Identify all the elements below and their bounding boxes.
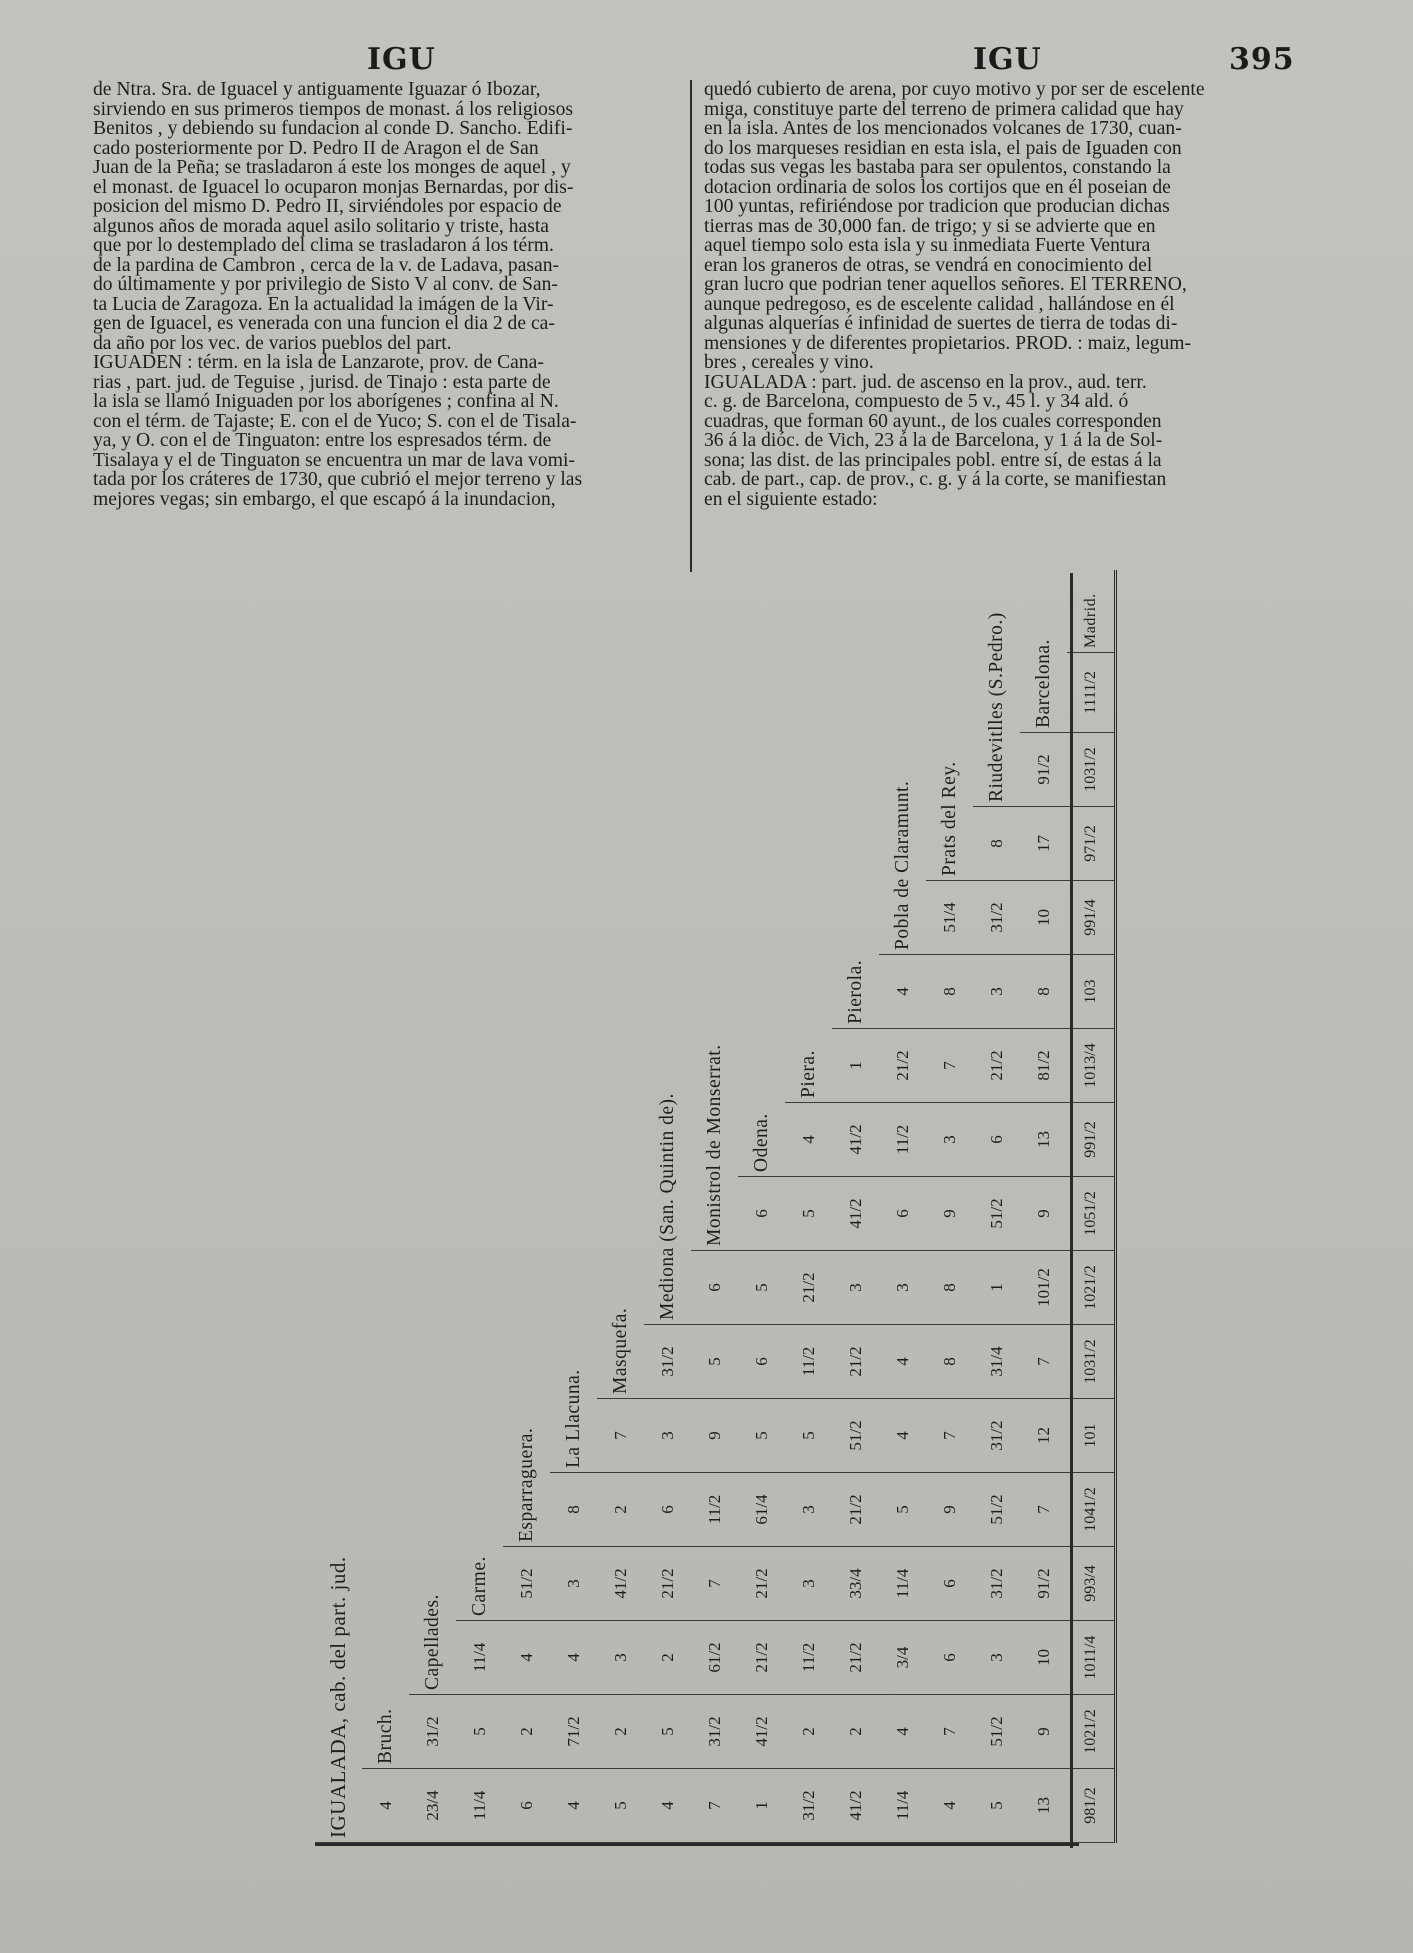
distance-cell: 5 (785, 1399, 832, 1473)
distance-table-rotated (315, 573, 1099, 1843)
distance-cell: 61/2 (691, 1621, 738, 1695)
town-label: Carme. (456, 570, 503, 1620)
table-row (738, 570, 785, 1842)
distance-cell: 5 (973, 1769, 1020, 1843)
town-label: Prats del Rey. (926, 570, 973, 880)
town-label: Barcelona. (1020, 570, 1067, 732)
town-label: Madrid. (1067, 570, 1116, 652)
distance-cell: 3 (879, 1251, 926, 1325)
distance-cell: 31/2 (973, 1547, 1020, 1621)
distance-cell: 41/2 (832, 1177, 879, 1251)
table-row (409, 570, 456, 1842)
table-row (1020, 570, 1067, 1842)
distance-cell: 3 (926, 1103, 973, 1177)
entry-iguaden-continued: quedó cubierto de arena, por cuyo motivo y por ser de escelente miga, constituye parte del terreno de primera calidad que hay en la isla. Antes de los mencionados volcanes de 1730, cuan- do los marqueses residian en esta isla, el pais de Iguaden con todas sus vegas les bastaba para ser opulentos, constando la dotacion ordinaria de solos los cortijos que en él poseian de 100 yuntas, refiriéndose por tradicion que producian dichas tierras mas de 30,000 fan. de trigo; y si se advierte que en aquel tiempo solo esta isla y su inmediata Fuerte Ventura eran los graneros de otras, se vendrá en conocimiento del gran lucro que podrian tener aquellos señores. El TERRENO, aunque pedregoso, es de escelente calidad , hallándose en él algunas alquerías é infinidad de suertes de tierra de todas di- mensiones y de diferentes propietarios. PROD. : maiz, legum- bres , cereales y vino. (704, 79, 1205, 373)
left-text-column (93, 80, 680, 509)
distance-cell: 1031/2 (1067, 1325, 1116, 1399)
entry-iguaden: IGUADEN : térm. en la isla de Lanzarote, prov. de Cana- rias , part. jud. de Teguise , jurisd. de Tinajo : esta parte de la isla se llamó Iniguaden por los aborígenes ; confina al N. con el térm. de Tajaste; E. con el de Yuco; S. con el de Tisala- ya, y O. con el de Tinguaton: entre los espresados térm. de Tisalaya y el de Tinguaton se encuentra un mar de lava vomi- tada por los cráteres de 1730, que cubrió el mejor terreno y las mejores vegas; sin embargo, el que escapó á la inundacion, (93, 352, 583, 510)
running-head-right: IGU (973, 42, 1042, 77)
distance-cell: 4 (362, 1769, 409, 1843)
distance-cell: 21/2 (879, 1029, 926, 1103)
distance-cell: 9 (1020, 1177, 1067, 1251)
distance-cell: 1031/2 (1067, 733, 1116, 807)
distance-cell: 31/2 (691, 1695, 738, 1769)
table-row (456, 570, 503, 1842)
distance-cell: 4 (503, 1621, 550, 1695)
table-row (832, 570, 879, 1842)
distance-cell: 3 (550, 1547, 597, 1621)
distance-cell: 5 (738, 1251, 785, 1325)
table-row (879, 570, 926, 1842)
distance-cell: 7 (691, 1547, 738, 1621)
distance-cell: 993/4 (1067, 1547, 1116, 1621)
distance-cell: 1 (832, 1029, 879, 1103)
distance-cell: 101/2 (1020, 1251, 1067, 1325)
distance-cell: 1111/2 (1067, 653, 1116, 733)
distance-cell: 4 (644, 1769, 691, 1843)
distance-cell: 3 (785, 1547, 832, 1621)
distance-cell: 31/2 (409, 1695, 456, 1769)
distance-cell: 33/4 (832, 1547, 879, 1621)
distance-cell: 991/4 (1067, 881, 1116, 955)
distance-cell: 51/2 (973, 1473, 1020, 1547)
table-row (550, 570, 597, 1842)
table-row (503, 570, 550, 1842)
distance-cell: 1021/2 (1067, 1251, 1116, 1325)
distance-cell: 9 (1020, 1695, 1067, 1769)
distance-cell: 1041/2 (1067, 1473, 1116, 1547)
distance-cell: 21/2 (738, 1547, 785, 1621)
distance-cell: 1011/4 (1067, 1621, 1116, 1695)
distance-cell: 11/4 (879, 1547, 926, 1621)
distance-cell: 6 (926, 1547, 973, 1621)
distance-cell: 11/4 (456, 1769, 503, 1843)
distance-cell: 91/2 (1020, 733, 1067, 807)
town-label: Capellades. (409, 570, 456, 1694)
distance-cell: 6 (738, 1177, 785, 1251)
distance-cell: 12 (1020, 1399, 1067, 1473)
distance-cell: 3 (644, 1399, 691, 1473)
distance-cell: 3 (785, 1473, 832, 1547)
distance-cell: 1 (738, 1769, 785, 1843)
distance-cell: 4 (926, 1769, 973, 1843)
distance-cell: 11/2 (785, 1621, 832, 1695)
distance-cell: 31/2 (644, 1325, 691, 1399)
distance-cell: 1021/2 (1067, 1695, 1116, 1769)
table-right-rule (1070, 573, 1073, 1848)
page-number: 395 (1229, 42, 1295, 77)
distance-cell: 5 (879, 1473, 926, 1547)
distance-cell: 5 (456, 1695, 503, 1769)
distance-cell: 51/2 (973, 1177, 1020, 1251)
distance-cell: 5 (785, 1177, 832, 1251)
distance-cell: 971/2 (1067, 807, 1116, 881)
distance-cell: 5 (738, 1399, 785, 1473)
distance-cell: 103 (1067, 955, 1116, 1029)
distance-cell: 6 (973, 1103, 1020, 1177)
distance-cell: 51/2 (503, 1547, 550, 1621)
distance-cell: 21/2 (973, 1029, 1020, 1103)
distance-cell: 4 (879, 1399, 926, 1473)
distance-cell: 3 (973, 1621, 1020, 1695)
town-label: Masquefa. (597, 570, 644, 1398)
distance-cell: 51/4 (926, 881, 973, 955)
table-row (315, 570, 362, 1842)
distance-cell: 6 (879, 1177, 926, 1251)
distance-cell: 81/2 (1020, 1029, 1067, 1103)
distance-cell: 3 (597, 1621, 644, 1695)
distance-cell: 991/2 (1067, 1103, 1116, 1177)
table-row (691, 570, 738, 1842)
table-row (1067, 570, 1116, 1842)
distance-cell: 41/2 (832, 1103, 879, 1177)
table-row (644, 570, 691, 1842)
distance-cell: 13 (1020, 1103, 1067, 1177)
distance-cell: 8 (926, 1325, 973, 1399)
distance-cell: 4 (879, 1695, 926, 1769)
distance-cell: 3/4 (879, 1621, 926, 1695)
distance-cell: 31/2 (785, 1769, 832, 1843)
distance-cell: 9 (926, 1473, 973, 1547)
distance-cell: 3 (973, 955, 1020, 1029)
distance-cell: 91/2 (1020, 1547, 1067, 1621)
distance-cell: 5 (597, 1769, 644, 1843)
distance-cell: 21/2 (832, 1621, 879, 1695)
distance-cell: 41/2 (597, 1547, 644, 1621)
distance-cell: 1051/2 (1067, 1177, 1116, 1251)
distance-cell: 6 (738, 1325, 785, 1399)
table-bottom-rule (315, 1843, 1079, 1846)
distance-cell: 4 (879, 955, 926, 1029)
town-label: La Llacuna. (550, 570, 597, 1472)
town-label: Monistrol de Monserrat. (691, 570, 738, 1250)
distance-cell: 11/4 (879, 1769, 926, 1843)
distance-cell: 5 (644, 1695, 691, 1769)
distance-cell: 4 (550, 1621, 597, 1695)
distance-cell: 1013/4 (1067, 1029, 1116, 1103)
distance-cell: 8 (1020, 955, 1067, 1029)
town-label: Odena. (738, 570, 785, 1176)
town-label: Bruch. (362, 570, 409, 1768)
distance-cell: 13 (1020, 1769, 1067, 1843)
distance-cell: 7 (1020, 1473, 1067, 1547)
distance-cell: 6 (503, 1769, 550, 1843)
distance-cell: 5 (691, 1325, 738, 1399)
table-row (362, 570, 409, 1842)
distance-cell: 11/2 (785, 1325, 832, 1399)
distance-cell: 7 (926, 1029, 973, 1103)
distance-cell: 11/2 (879, 1103, 926, 1177)
distance-table (315, 570, 1117, 1843)
distance-cell: 4 (550, 1769, 597, 1843)
town-label: Mediona (San. Quintin de). (644, 570, 691, 1324)
distance-cell: 2 (597, 1473, 644, 1547)
distance-cell: 21/2 (785, 1251, 832, 1325)
distance-cell: 4 (879, 1325, 926, 1399)
distance-cell: 21/2 (832, 1473, 879, 1547)
distance-cell: 21/2 (832, 1325, 879, 1399)
distance-cell: 71/2 (550, 1695, 597, 1769)
distance-cell: 6 (644, 1473, 691, 1547)
table-row (785, 570, 832, 1842)
distance-cell: 9 (926, 1177, 973, 1251)
right-text-column (704, 80, 1297, 509)
town-label: Pobla de Claramunt. (879, 570, 926, 954)
distance-cell: 7 (691, 1769, 738, 1843)
table-row (597, 570, 644, 1842)
town-label: IGUALADA, cab. del part. jud. (315, 570, 362, 1842)
distance-cell: 101 (1067, 1399, 1116, 1473)
town-label: Pierola. (832, 570, 879, 1028)
distance-cell: 23/4 (409, 1769, 456, 1843)
town-label: Riudevitlles (S.Pedro.) (973, 570, 1020, 806)
distance-cell: 7 (926, 1399, 973, 1473)
distance-cell: 41/2 (832, 1769, 879, 1843)
distance-cell: 21/2 (738, 1621, 785, 1695)
distance-cell: 31/2 (973, 1399, 1020, 1473)
distance-cell: 31/2 (973, 881, 1020, 955)
distance-cell: 10 (1020, 881, 1067, 955)
distance-cell: 7 (597, 1399, 644, 1473)
distance-cell: 51/2 (832, 1399, 879, 1473)
table-row (926, 570, 973, 1842)
distance-cell: 2 (503, 1695, 550, 1769)
distance-cell: 6 (926, 1621, 973, 1695)
distance-cell: 2 (785, 1695, 832, 1769)
distance-cell: 8 (926, 1251, 973, 1325)
distance-cell: 4 (785, 1103, 832, 1177)
distance-cell: 9 (691, 1399, 738, 1473)
distance-cell: 11/2 (691, 1473, 738, 1547)
distance-cell: 1 (973, 1251, 1020, 1325)
distance-cell: 21/2 (644, 1547, 691, 1621)
distance-cell: 981/2 (1067, 1769, 1116, 1843)
column-divider (690, 80, 692, 572)
town-label: Piera. (785, 570, 832, 1102)
distance-cell: 31/4 (973, 1325, 1020, 1399)
distance-cell: 8 (973, 807, 1020, 881)
distance-cell: 2 (644, 1621, 691, 1695)
distance-cell: 11/4 (456, 1621, 503, 1695)
town-label: Esparraguera. (503, 570, 550, 1546)
distance-cell: 8 (926, 955, 973, 1029)
distance-cell: 7 (1020, 1325, 1067, 1399)
distance-cell: 3 (832, 1251, 879, 1325)
entry-iguacel-continued: de Ntra. Sra. de Iguacel y antiguamente Iguazar ó Ibozar, sirviendo en sus primeros tiempos de monast. á los religiosos Benitos , y debiendo su fundacion al conde D. Sancho. Edifi- cado posteriormente por D. Pedro II de Aragon el de San Juan de la Peña; se trasladaron á este los monges de aquel , y el monast. de Iguacel lo ocuparon monjas Bernardas, por dis- posicion del mismo D. Pedro II, sirviéndoles por espacio de algunos años de morada aquel asilo solitario y triste, hasta que por lo destemplado del clima se trasladaron á los térm. de la pardina de Cambron , cerca de la v. de Ladava, pasan- do últimamente y por privilegio de Sisto V al conv. de San- ta Lucia de Zaragoza. En la actualidad la imágen de la Vir- gen de Iguacel, es venerada con una funcion el dia 2 de ca- da año por los vec. de varios pueblos del part. (93, 79, 574, 354)
distance-cell: 10 (1020, 1621, 1067, 1695)
distance-cell: 41/2 (738, 1695, 785, 1769)
running-head-left: IGU (367, 42, 436, 77)
distance-cell: 51/2 (973, 1695, 1020, 1769)
table-row (973, 570, 1020, 1842)
distance-cell: 2 (597, 1695, 644, 1769)
distance-cell: 7 (926, 1695, 973, 1769)
distance-cell: 17 (1020, 807, 1067, 881)
distance-cell: 8 (550, 1473, 597, 1547)
distance-cell: 61/4 (738, 1473, 785, 1547)
distance-cell: 6 (691, 1251, 738, 1325)
distance-cell: 2 (832, 1695, 879, 1769)
entry-igualada: IGUALADA : part. jud. de ascenso en la prov., aud. terr. c. g. de Barcelona, compuesto de 5 v., 45 l. y 34 ald. ó cuadras, que forman 60 ayunt., de los cuales corresponden 36 á la dióc. de Vich, 23 á la de Barcelona, y 1 á la de Sol- sona; las dist. de las principales pobl. entre sí, de estas á la cab. de part., cap. de prov., c. g. y á la corte, se manifiestan en el siguiente estado: (704, 371, 1167, 510)
